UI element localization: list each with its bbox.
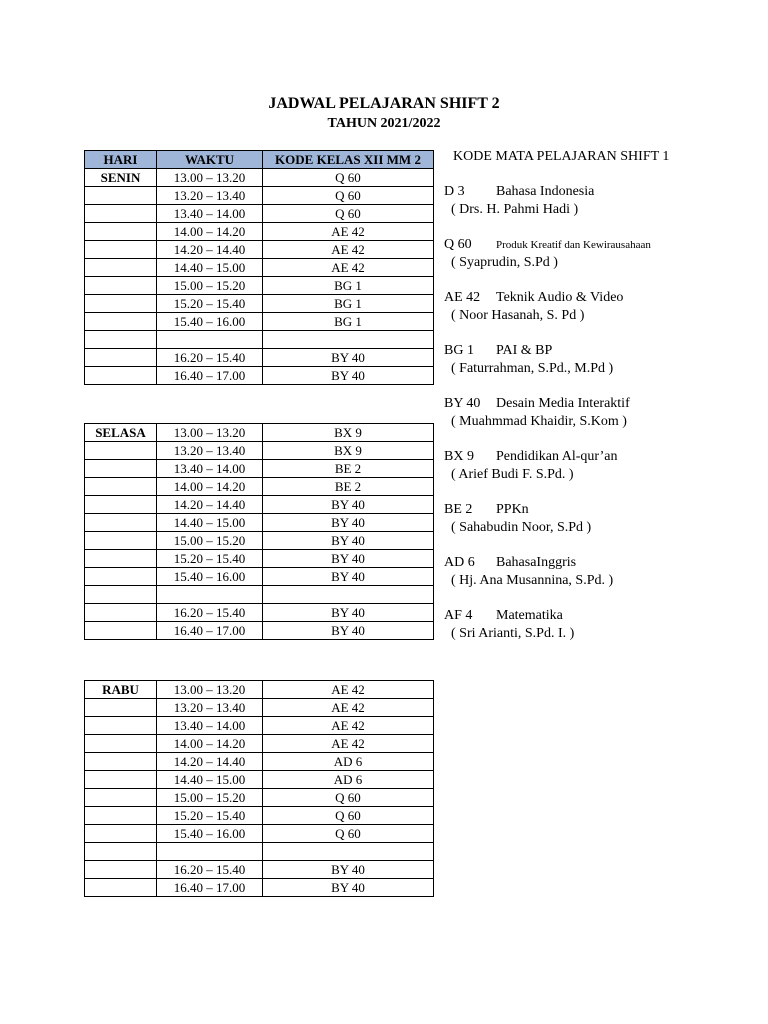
day-cell xyxy=(85,331,157,349)
class-code-cell: BX 9 xyxy=(263,424,434,442)
teacher-name: ( Muahmmad Khaidir, S.Kom ) xyxy=(451,414,627,429)
time-cell: 16.20 – 15.40 xyxy=(157,604,263,622)
subject-code: BG 1 xyxy=(444,343,474,358)
schedule-table-rabu xyxy=(84,680,434,897)
table-row xyxy=(85,717,434,735)
class-code-cell: BY 40 xyxy=(263,514,434,532)
day-cell xyxy=(85,550,157,568)
time-cell: 13.00 – 13.20 xyxy=(157,681,263,699)
page-title: JADWAL PELAJARAN SHIFT 2 xyxy=(268,95,500,112)
table-row xyxy=(85,241,434,259)
time-cell: 15.20 – 15.40 xyxy=(157,295,263,313)
time-cell: 14.20 – 14.40 xyxy=(157,496,263,514)
table-row xyxy=(85,681,434,699)
subject-name: Produk Kreatif dan Kewirausahaan xyxy=(496,239,651,251)
teacher-name: ( Hj. Ana Musannina, S.Pd. ) xyxy=(451,573,614,588)
class-code-cell: BY 40 xyxy=(263,568,434,586)
subject-code: AD 6 xyxy=(444,555,475,570)
day-cell: RABU xyxy=(85,681,157,699)
day-cell xyxy=(85,442,157,460)
table-row xyxy=(85,843,434,861)
class-code-cell: BY 40 xyxy=(263,550,434,568)
subject-name: Desain Media Interaktif xyxy=(496,396,630,411)
subject-line xyxy=(444,236,764,254)
time-cell: 14.20 – 14.40 xyxy=(157,241,263,259)
subject-code-entry xyxy=(444,554,764,590)
table-row xyxy=(85,622,434,640)
subject-code-entry xyxy=(444,607,764,643)
class-code-cell: AE 42 xyxy=(263,259,434,277)
subject-code: D 3 xyxy=(444,184,465,199)
subject-code-entry xyxy=(444,342,764,378)
class-code-cell: BG 1 xyxy=(263,295,434,313)
class-code-cell: Q 60 xyxy=(263,169,434,187)
class-code-cell: BY 40 xyxy=(263,349,434,367)
time-cell xyxy=(157,586,263,604)
day-cell xyxy=(85,807,157,825)
class-code-cell xyxy=(263,843,434,861)
class-code-cell: Q 60 xyxy=(263,807,434,825)
table-row xyxy=(85,861,434,879)
column-header: KODE KELAS XII MM 2 xyxy=(263,151,434,169)
class-code-cell: BY 40 xyxy=(263,861,434,879)
table-row xyxy=(85,169,434,187)
subject-code-entry xyxy=(444,395,764,431)
class-code-cell: BY 40 xyxy=(263,532,434,550)
table-row xyxy=(85,735,434,753)
table-row xyxy=(85,331,434,349)
time-cell: 14.00 – 14.20 xyxy=(157,478,263,496)
table-row xyxy=(85,349,434,367)
subject-code: Q 60 xyxy=(444,237,472,252)
class-code-cell: BG 1 xyxy=(263,313,434,331)
time-cell: 13.20 – 13.40 xyxy=(157,187,263,205)
subject-line xyxy=(444,448,764,466)
class-code-cell: Q 60 xyxy=(263,187,434,205)
time-cell: 14.40 – 15.00 xyxy=(157,514,263,532)
column-header: HARI xyxy=(85,151,157,169)
table-row xyxy=(85,313,434,331)
day-cell xyxy=(85,514,157,532)
time-cell: 16.20 – 15.40 xyxy=(157,861,263,879)
class-code-cell: AE 42 xyxy=(263,681,434,699)
subject-code-entry xyxy=(444,236,764,272)
time-cell xyxy=(157,843,263,861)
class-code-cell: BY 40 xyxy=(263,496,434,514)
table-row xyxy=(85,604,434,622)
table-row xyxy=(85,807,434,825)
day-cell xyxy=(85,586,157,604)
class-code-cell: AE 42 xyxy=(263,223,434,241)
subject-line xyxy=(444,289,764,307)
time-cell: 13.40 – 14.00 xyxy=(157,717,263,735)
class-code-cell: AE 42 xyxy=(263,699,434,717)
time-cell: 15.40 – 16.00 xyxy=(157,313,263,331)
time-cell: 15.00 – 15.20 xyxy=(157,277,263,295)
subject-line xyxy=(444,554,764,572)
table-row xyxy=(85,205,434,223)
time-cell: 15.40 – 16.00 xyxy=(157,568,263,586)
table-row xyxy=(85,514,434,532)
time-cell: 13.20 – 13.40 xyxy=(157,699,263,717)
day-cell xyxy=(85,735,157,753)
class-code-cell: BY 40 xyxy=(263,622,434,640)
day-cell xyxy=(85,568,157,586)
time-cell: 14.40 – 15.00 xyxy=(157,771,263,789)
subject-line xyxy=(444,183,764,201)
teacher-name: ( Syaprudin, S.Pd ) xyxy=(451,255,558,270)
subject-code-list xyxy=(444,148,764,660)
table-row xyxy=(85,496,434,514)
page-subtitle: TAHUN 2021/2022 xyxy=(327,116,441,131)
subject-code: AF 4 xyxy=(444,608,473,623)
subject-line xyxy=(444,607,764,625)
table-row xyxy=(85,699,434,717)
day-cell xyxy=(85,367,157,385)
day-cell xyxy=(85,825,157,843)
day-cell xyxy=(85,496,157,514)
time-cell: 15.20 – 15.40 xyxy=(157,550,263,568)
class-code-cell: Q 60 xyxy=(263,205,434,223)
class-code-cell: AE 42 xyxy=(263,735,434,753)
time-cell xyxy=(157,331,263,349)
table-row xyxy=(85,259,434,277)
table-row xyxy=(85,367,434,385)
schedule-table-senin xyxy=(84,150,434,385)
table-row xyxy=(85,771,434,789)
day-cell xyxy=(85,187,157,205)
table-row xyxy=(85,753,434,771)
day-cell xyxy=(85,717,157,735)
teacher-name: ( Noor Hasanah, S. Pd ) xyxy=(451,308,585,323)
subject-name: Pendidikan Al-qur’an xyxy=(496,449,618,464)
subject-code-heading: KODE MATA PELAJARAN SHIFT 1 xyxy=(453,149,670,164)
time-cell: 16.40 – 17.00 xyxy=(157,879,263,897)
table-row xyxy=(85,424,434,442)
class-code-cell xyxy=(263,586,434,604)
time-cell: 14.20 – 14.40 xyxy=(157,753,263,771)
day-cell: SELASA xyxy=(85,424,157,442)
day-cell xyxy=(85,349,157,367)
day-cell xyxy=(85,843,157,861)
class-code-cell: BY 40 xyxy=(263,879,434,897)
table-row xyxy=(85,879,434,897)
day-cell xyxy=(85,861,157,879)
table-row xyxy=(85,460,434,478)
schedule-table-selasa xyxy=(84,423,434,640)
subject-name: Teknik Audio & Video xyxy=(496,290,624,305)
teacher-name: ( Arief Budi F. S.Pd. ) xyxy=(451,467,574,482)
class-code-cell: AD 6 xyxy=(263,771,434,789)
table-row xyxy=(85,442,434,460)
day-cell: SENIN xyxy=(85,169,157,187)
time-cell: 14.40 – 15.00 xyxy=(157,259,263,277)
teacher-name: ( Drs. H. Pahmi Hadi ) xyxy=(451,202,579,217)
time-cell: 13.20 – 13.40 xyxy=(157,442,263,460)
day-cell xyxy=(85,532,157,550)
class-code-cell: AE 42 xyxy=(263,241,434,259)
time-cell: 16.40 – 17.00 xyxy=(157,367,263,385)
day-cell xyxy=(85,277,157,295)
subject-line xyxy=(444,395,764,413)
class-code-cell: BX 9 xyxy=(263,442,434,460)
time-cell: 16.20 – 15.40 xyxy=(157,349,263,367)
time-cell: 13.00 – 13.20 xyxy=(157,169,263,187)
class-code-cell: BE 2 xyxy=(263,478,434,496)
subject-code-entry xyxy=(444,289,764,325)
time-cell: 16.40 – 17.00 xyxy=(157,622,263,640)
day-cell xyxy=(85,771,157,789)
time-cell: 13.40 – 14.00 xyxy=(157,205,263,223)
day-cell xyxy=(85,478,157,496)
day-cell xyxy=(85,205,157,223)
day-cell xyxy=(85,753,157,771)
time-cell: 14.00 – 14.20 xyxy=(157,223,263,241)
class-code-cell: Q 60 xyxy=(263,825,434,843)
class-code-cell: AD 6 xyxy=(263,753,434,771)
subject-line xyxy=(444,342,764,360)
table-row xyxy=(85,187,434,205)
table-row xyxy=(85,550,434,568)
time-cell: 14.00 – 14.20 xyxy=(157,735,263,753)
teacher-name: ( Sahabudin Noor, S.Pd ) xyxy=(451,520,592,535)
day-cell xyxy=(85,223,157,241)
subject-name: BahasaInggris xyxy=(496,555,577,570)
table-row xyxy=(85,277,434,295)
day-cell xyxy=(85,699,157,717)
table-header-row xyxy=(85,151,434,169)
class-code-cell: BY 40 xyxy=(263,604,434,622)
day-cell xyxy=(85,879,157,897)
subject-code-entry xyxy=(444,501,764,537)
subject-code: BE 2 xyxy=(444,502,473,517)
table-row xyxy=(85,223,434,241)
day-cell xyxy=(85,295,157,313)
subject-name: PAI & BP xyxy=(496,343,553,358)
teacher-name: ( Faturrahman, S.Pd., M.Pd ) xyxy=(451,361,614,376)
subject-code-entry xyxy=(444,448,764,484)
subject-code: BX 9 xyxy=(444,449,474,464)
class-code-cell xyxy=(263,331,434,349)
class-code-cell: BE 2 xyxy=(263,460,434,478)
day-cell xyxy=(85,241,157,259)
time-cell: 13.00 – 13.20 xyxy=(157,424,263,442)
class-code-cell: Q 60 xyxy=(263,789,434,807)
class-code-cell: AE 42 xyxy=(263,717,434,735)
day-cell xyxy=(85,789,157,807)
time-cell: 15.00 – 15.20 xyxy=(157,532,263,550)
day-cell xyxy=(85,604,157,622)
day-cell xyxy=(85,259,157,277)
day-cell xyxy=(85,622,157,640)
class-code-cell: BG 1 xyxy=(263,277,434,295)
day-cell xyxy=(85,460,157,478)
subject-line xyxy=(444,501,764,519)
subject-name: Bahasa Indonesia xyxy=(496,184,595,199)
table-row xyxy=(85,825,434,843)
subject-code: BY 40 xyxy=(444,396,481,411)
column-header: WAKTU xyxy=(157,151,263,169)
time-cell: 15.20 – 15.40 xyxy=(157,807,263,825)
subject-name: PPKn xyxy=(496,502,529,517)
table-row xyxy=(85,586,434,604)
table-row xyxy=(85,532,434,550)
table-row xyxy=(85,568,434,586)
subject-code-entry xyxy=(444,183,764,219)
table-row xyxy=(85,789,434,807)
subject-code: AE 42 xyxy=(444,290,481,305)
time-cell: 13.40 – 14.00 xyxy=(157,460,263,478)
time-cell: 15.40 – 16.00 xyxy=(157,825,263,843)
day-cell xyxy=(85,313,157,331)
table-row xyxy=(85,295,434,313)
table-row xyxy=(85,478,434,496)
time-cell: 15.00 – 15.20 xyxy=(157,789,263,807)
teacher-name: ( Sri Arianti, S.Pd. I. ) xyxy=(451,626,575,641)
subject-name: Matematika xyxy=(496,608,563,623)
class-code-cell: BY 40 xyxy=(263,367,434,385)
